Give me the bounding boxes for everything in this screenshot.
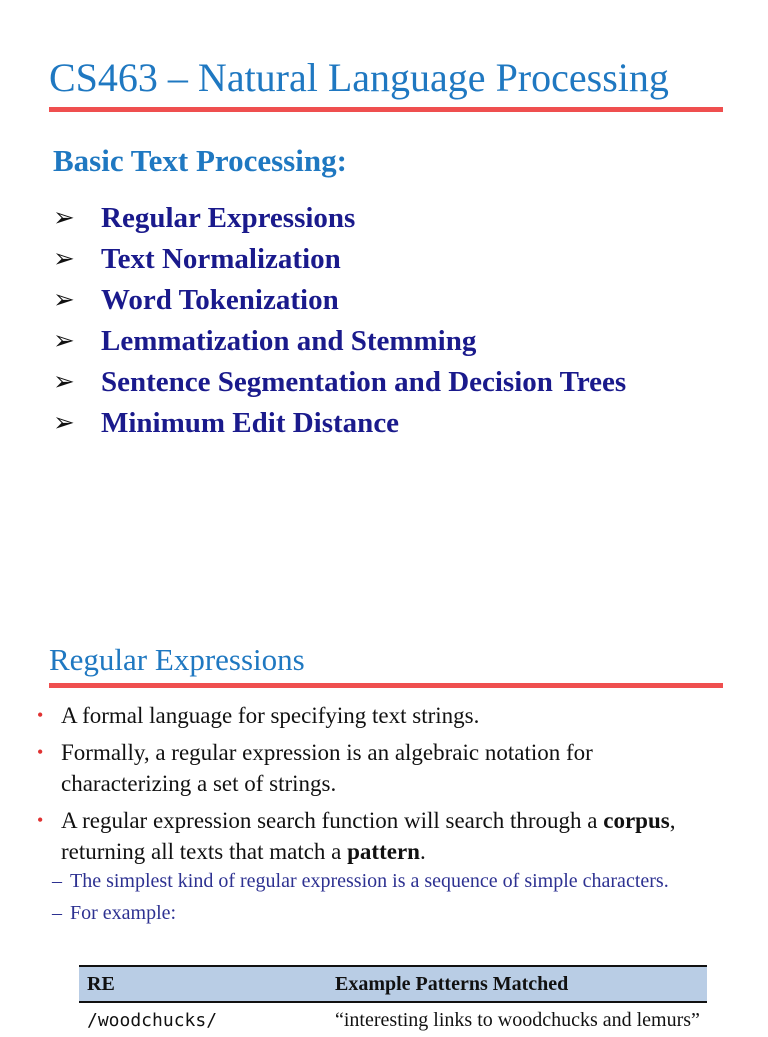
topic-label: Sentence Segmentation and Decision Trees (101, 366, 627, 398)
dash-bullet-icon: – (52, 902, 62, 924)
slide-regular-expressions (0, 520, 768, 1031)
sub-bullet-text: The simplest kind of regular expression is a sequence of simple characters. (70, 870, 669, 892)
bullet-dot-icon: • (37, 742, 44, 762)
topic-label: Minimum Edit Distance (101, 407, 400, 439)
arrow-bullet-icon: ➢ (53, 326, 75, 356)
topic-label: Word Tokenization (101, 284, 339, 316)
bullet-text-segment: , returning all texts that match a (61, 808, 676, 864)
arrow-bullet-icon: ➢ (53, 285, 75, 315)
bullet-item (37, 737, 727, 799)
bullet-item (37, 805, 727, 926)
title-underline-divider (49, 107, 723, 112)
topic-label: Regular Expressions (101, 202, 356, 234)
arrow-bullet-icon: ➢ (53, 203, 75, 233)
bullet-text (61, 808, 675, 864)
arrow-bullet-icon: ➢ (53, 367, 75, 397)
bullet-dot-icon: • (37, 810, 44, 830)
topic-label: Lemmatization and Stemming (101, 325, 477, 357)
column-header-matches: Example Patterns Matched (327, 966, 707, 1002)
bullet-list (37, 700, 727, 933)
bullet-item (37, 700, 727, 731)
bullet-text: Formally, a regular expression is an algebraic notation for characterizing a set of strings. (61, 740, 593, 796)
sub-bullet-list (52, 869, 727, 926)
matched-example-cell: “interesting links to woodchucks and lemurs” (327, 1002, 707, 1037)
topic-item (53, 280, 626, 321)
section-heading: Basic Text Processing: (53, 143, 347, 178)
table-row (79, 1002, 707, 1037)
title-underline-divider (49, 683, 723, 688)
slide-title: Regular Expressions (49, 642, 305, 677)
bullet-text: A formal language for specifying text strings. (61, 703, 480, 728)
keyword-pattern: pattern (347, 839, 420, 864)
bullet-text-segment: A regular expression search function will search through a (61, 808, 604, 833)
arrow-bullet-icon: ➢ (53, 244, 75, 274)
topic-item (53, 239, 626, 280)
bullet-text-segment: . (419, 839, 426, 864)
topic-label: Text Normalization (101, 243, 341, 275)
topic-list (53, 198, 626, 444)
sub-bullet-text: For example: (70, 902, 177, 924)
topic-item (53, 362, 626, 403)
keyword-corpus: corpus (603, 808, 670, 833)
column-header-re: RE (79, 966, 327, 1002)
regex-example-table (79, 965, 707, 1037)
table-header-row (79, 966, 707, 1002)
topic-item (53, 198, 626, 239)
sub-bullet-item (52, 869, 727, 894)
dash-bullet-icon: – (52, 870, 62, 892)
topic-item (53, 403, 626, 444)
regex-pattern-cell: /woodchucks/ (79, 1002, 327, 1037)
bullet-dot-icon: • (37, 705, 44, 725)
topic-item (53, 321, 626, 362)
slide-title: CS463 – Natural Language Processing (49, 55, 669, 100)
arrow-bullet-icon: ➢ (53, 408, 75, 438)
sub-bullet-item (52, 901, 727, 926)
